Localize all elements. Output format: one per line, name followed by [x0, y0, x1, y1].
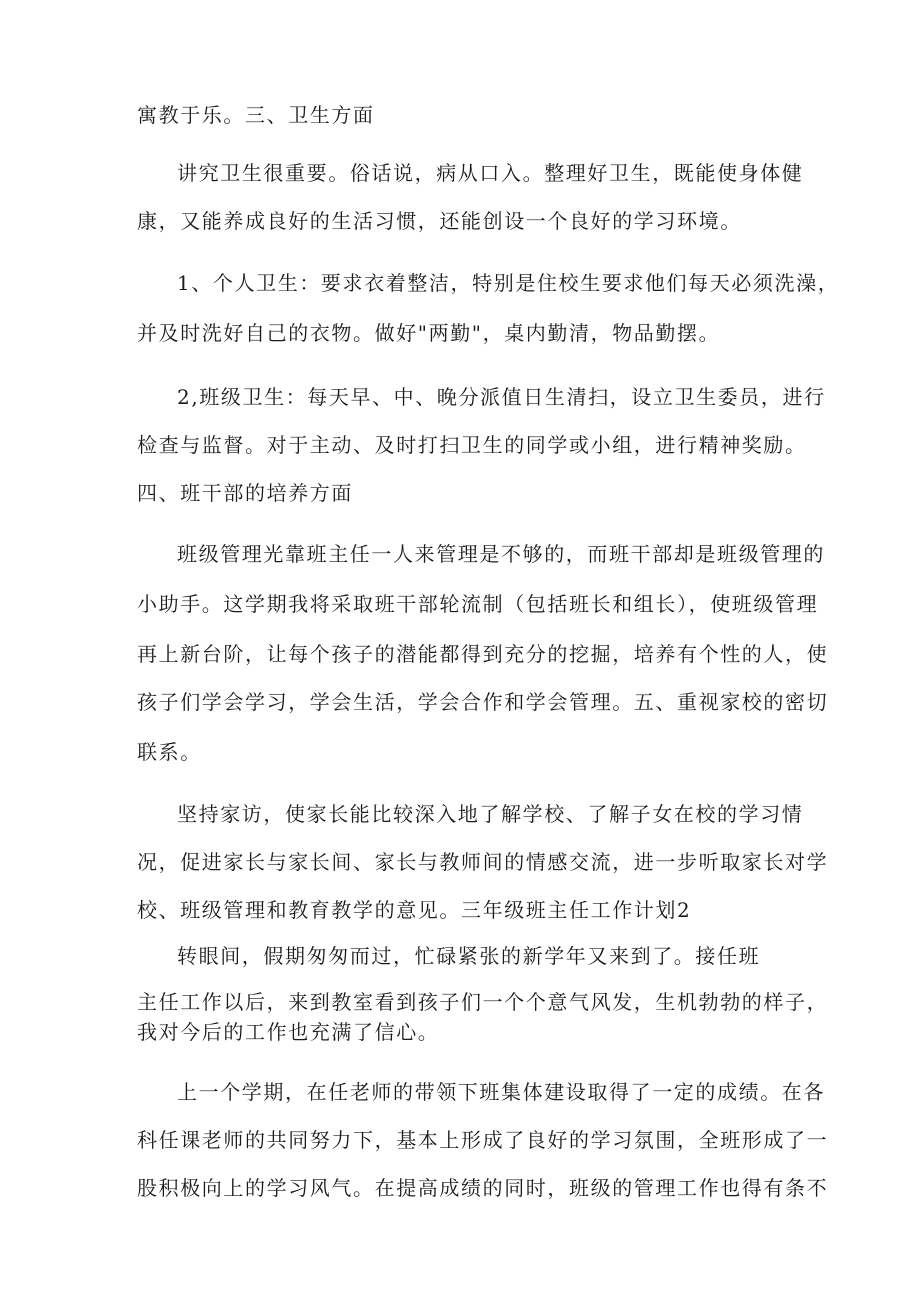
- text-line: 再上新台阶，让每个孩子的潜能都得到充分的挖掘，培养有个性的人，使: [137, 642, 829, 666]
- text-line: 讲究卫生很重要。俗话说，病从口入。整理好卫生，既能使身体健: [177, 161, 804, 185]
- text-line: 主任工作以后，来到教室看到孩子们一个个意气风发，生机勃勃的样子，: [137, 990, 829, 1014]
- text-line: 坚持家访，使家长能比较深入地了解学校、了解子女在校的学习情: [177, 802, 804, 826]
- text-line: 我对今后的工作也充满了信心。: [137, 1020, 440, 1044]
- text-line: 转眼间，假期匆匆而过，忙碌紧张的新学年又来到了。接任班: [177, 944, 761, 968]
- text-line: 股积极向上的学习风气。在提高成绩的同时，班级的管理工作也得有条不: [137, 1176, 829, 1200]
- text-line: 联系。: [137, 740, 202, 764]
- section-heading: 四、班干部的培养方面: [137, 481, 353, 505]
- text-line: 班级管理光靠班主任一人来管理是不够的，而班干部却是班级管理的: [177, 542, 825, 566]
- text-line: 检查与监督。对于主动、及时打扫卫生的同学或小组，进行精神奖励。: [137, 433, 807, 457]
- text-line: 康，又能养成良好的生活习惯，还能创设一个良好的学习环境。: [137, 209, 742, 233]
- text-line: 孩子们学会学习，学会生活，学会合作和学会管理。五、重视家校的密切: [137, 690, 829, 714]
- text-line: 上一个学期，在任老师的带领下班集体建设取得了一定的成绩。在各: [177, 1080, 825, 1104]
- text-line: 1、个人卫生：要求衣着整洁，特别是住校生要求他们每天必须洗澡，: [177, 271, 840, 295]
- text-line: 寓教于乐。三、卫生方面: [137, 103, 375, 127]
- text-line: 2,班级卫生：每天早、中、晚分派值日生清扫，设立卫生委员，进行: [177, 385, 826, 409]
- text-line: 况，促进家长与家长间、家长与教师间的情感交流，进一步听取家长对学: [137, 850, 829, 874]
- text-line: 小助手。这学期我将采取班干部轮流制（包括班长和组长），使班级管理: [137, 592, 819, 616]
- text-line: 并及时洗好自己的衣物。做好"两勤"，桌内勤清，物品勤摆。: [137, 321, 721, 345]
- text-line: 校、班级管理和教育教学的意见。三年级班主任工作计划2: [137, 898, 692, 922]
- text-line: 科任课老师的共同努力下，基本上形成了良好的学习氛围，全班形成了一: [137, 1128, 829, 1152]
